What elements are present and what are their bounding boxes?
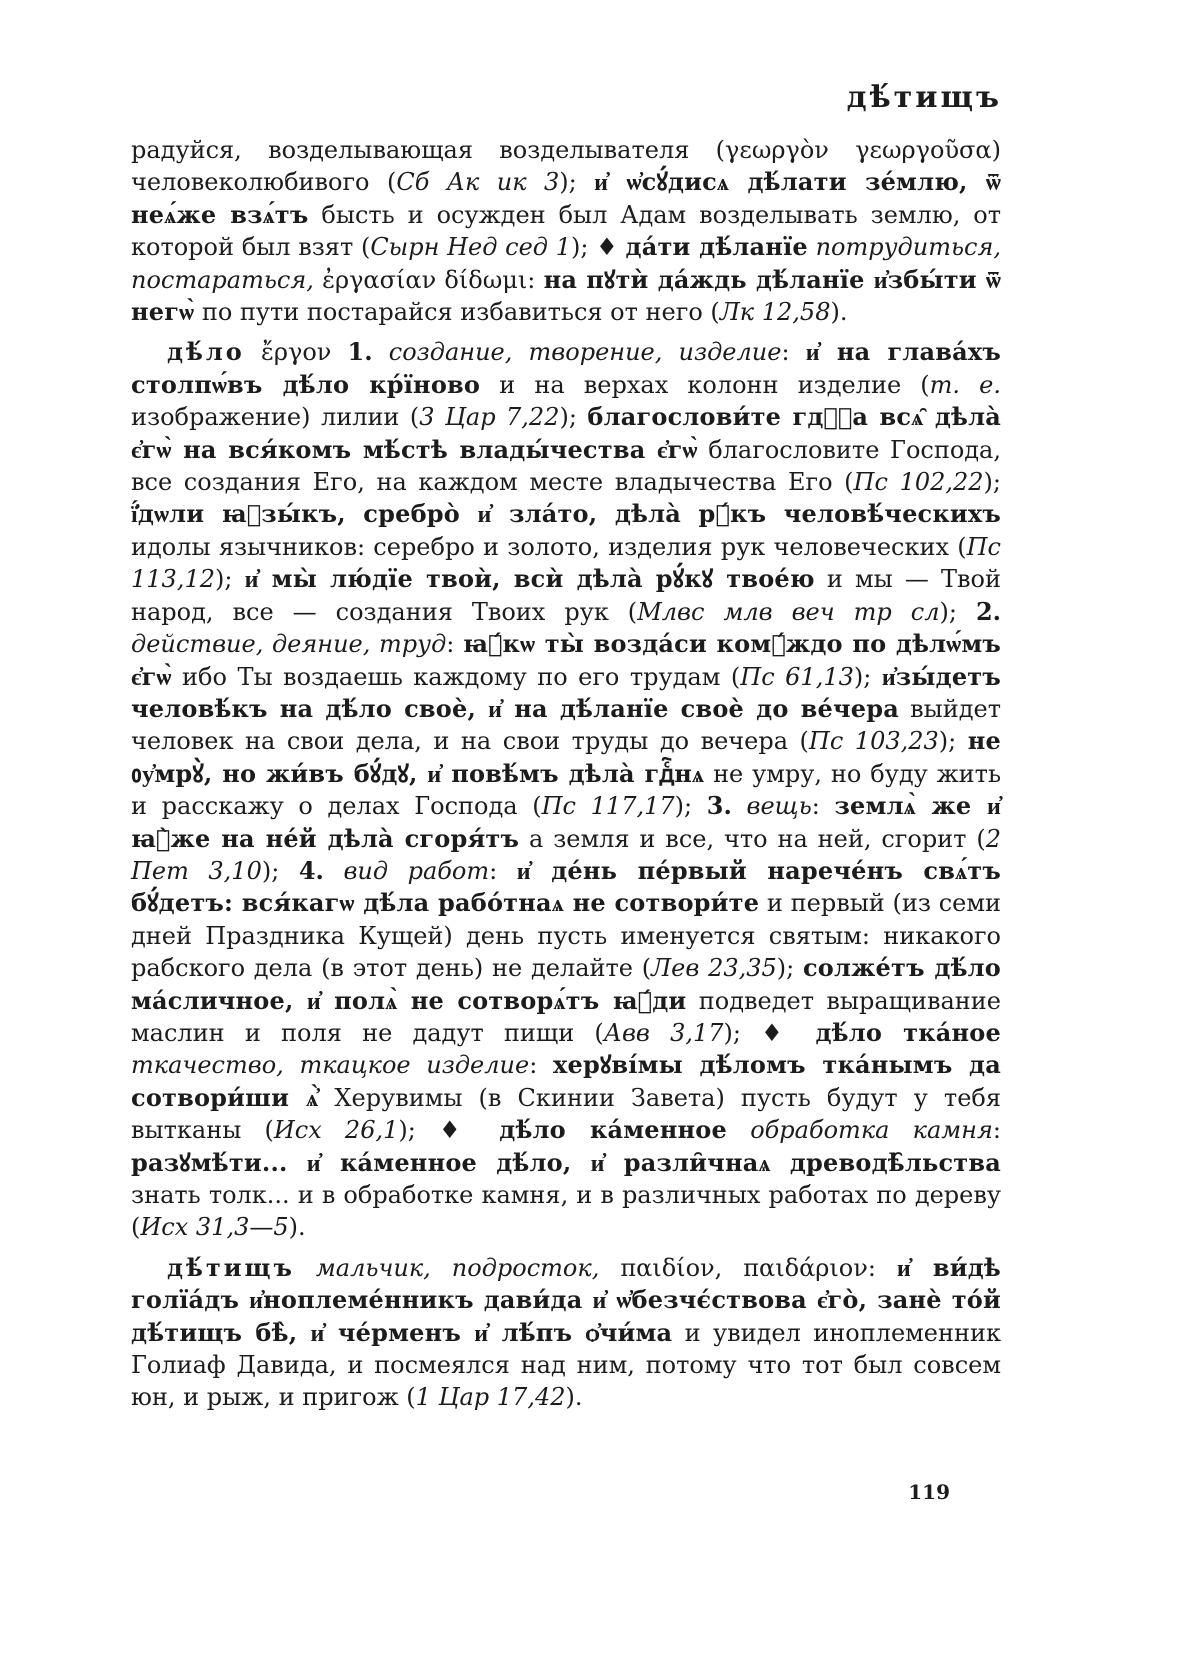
church-slavonic-quote: дѣ́ло ка́менное [499,1115,727,1145]
russian-text: не умру, но буду жить и расскажу о делах Господа ( [131,759,1002,821]
russian-text: Херувимы (в Скинии Завета) пусть будут у тебя вытканы ( [131,1083,1001,1145]
headword: дѣ́тищъ [167,1252,295,1282]
russian-text: παιδίον, παιδάριον: [599,1253,897,1282]
russian-text: ); [559,403,588,432]
page-number: 119 [908,1480,950,1504]
russian-text: : [446,630,464,659]
reference-or-gloss: 2 Пет 3,10 [131,824,1001,885]
russian-text: ); [939,597,976,626]
reference-or-gloss: потрудиться, постараться, [131,233,1001,294]
church-slavonic-quote: благослови́те гдⷭ҇а всѧ̑ дѣла̀ є҆гѡ̀ на вся́комъ мѣ́стѣ влады́чества є҆гѡ̀ [131,402,1001,464]
headword: дѣ́ло [167,337,245,367]
russian-text: : [781,338,806,367]
sense-number: 4. [298,855,324,885]
russian-text: : [992,1116,1001,1145]
reference-or-gloss: Авв 3,17 [603,1018,724,1047]
church-slavonic-quote: и҆ де́нь пе́рвый нарече́нъ свѧ́тъ бꙋ́детъ: вся́кагѡ дѣ́ла рабо́тнаѧ не сотвори́те [131,855,1001,918]
reference-or-gloss: Лев 23,35 [651,954,777,983]
russian-text: выйдет человек на свои дела, и на свои труды до вечера ( [131,694,1001,756]
russian-text: ибо Ты воздаешь каждому по его трудам ( [171,662,741,691]
russian-text: ). [830,298,848,327]
reference-or-gloss: Исх 31,3—5 [140,1213,289,1242]
russian-text: ). [565,1383,583,1412]
reference-or-gloss: 1 Цар 17,42 [415,1383,566,1412]
sense-number: 1. [347,337,373,367]
church-slavonic-quote: ї҆́дѡли ꙗ҆зы́къ, сребро̀ и҆ зла́то, дѣла̀ рꙋ́къ человѣ́ческихъ [131,499,1001,529]
church-slavonic-quote: и҆ ѡ҆сꙋ́дисѧ дѣ́лати зе́млю, ѿ неѧ́же взѧ́тъ [131,167,1002,229]
church-slavonic-quote: херꙋві́мы дѣ́ломъ тка́нымъ да сотвори́ши ѧ҆̀ [131,1050,1001,1112]
russian-text: ); [938,727,968,756]
russian-text: ἐργασίαν δίδωμι: [313,265,544,294]
russian-text: ); ♦ [571,233,626,262]
reference-or-gloss: Сырн Нед сед 1 [370,233,572,262]
church-slavonic-quote: и҆ ви́дѣ голїа́дъ и҆ноплеме́нникъ дави́да и҆ ѡ҆безчє́ствова є҆го̀, занѐ то́й дѣ́тищъ бѣ̀, и҆ че́рменъ и҆ лѣ́пъ ѻ҆чи́ма [131,1252,1001,1347]
russian-text: ); [559,168,595,197]
russian-text: и мы — Твой народ, все — создания Твоих рук ( [131,565,1001,626]
church-slavonic-quote: дѣ́ло тка́ное [815,1017,1001,1047]
reference-or-gloss: т. е. [929,370,1001,399]
reference-or-gloss: ткачество, ткацкое изделие [131,1051,530,1080]
russian-text: ); ♦ [398,1116,500,1145]
russian-text: ἔργον [244,338,348,367]
russian-text: а земля и все, что на ней, сгорит ( [519,824,986,853]
reference-or-gloss: Лк 12,58 [719,298,831,327]
russian-text: ); ♦ [723,1018,816,1047]
russian-text: : [529,1051,553,1080]
russian-text: ); [674,792,707,821]
russian-text: знать толк... и в обработке камня, и в различных работах по дереву ( [131,1181,1001,1242]
russian-text: подведет выращивание маслин и поля не дадут пищи ( [131,986,1002,1047]
russian-text: и первый (из семи дней Праздника Кущей) день пусть именуется святым: никакого рабского дела (в этот день) не делайте ( [131,889,1001,983]
reference-or-gloss: создание, творение, изделие [388,338,782,367]
russian-text: : [811,792,835,821]
reference-or-gloss: Пс 102,22 [853,468,984,497]
russian-text [373,338,389,366]
church-slavonic-quote: ꙗ҆́кѡ ты̀ возда́си комꙋ́ждо по дѣлѡ́мъ є҆гѡ̀ [131,629,1001,691]
russian-text: : [489,856,517,885]
body-text [131,134,1001,1422]
russian-text: по пути постарайся избавиться от него ( [194,298,720,327]
russian-text: и увидел иноплеменник Голиаф Давида, и посмеялся над ним, потому что тот был совсем юн, и рыж, и пригож ( [131,1318,1002,1412]
church-slavonic-quote: солже́тъ дѣ́ло ма́сличное, и҆ полѧ̀ не сотворѧ́тъ ꙗ҆́ди [131,953,1001,1015]
russian-text: ). [288,1213,306,1242]
church-slavonic-quote: и҆ мы̀ лю́дїе твоѝ, всѝ дѣла̀ рꙋ́кꙋ твое́ю [244,564,815,594]
reference-or-gloss: действие, деяние, труд [131,630,447,659]
reference-or-gloss: Пс 103,23 [808,727,939,756]
church-slavonic-quote: да́ти дѣ́ланїе [625,232,808,262]
church-slavonic-quote: землѧ̀ же и҆ ꙗ҆̀же на не́й дѣла̀ сгоря́тъ [131,791,1002,853]
russian-text [727,1116,750,1144]
church-slavonic-quote: и҆ на глава́хъ столпѡ́въ дѣ́ло кр́їново [131,337,1001,399]
reference-or-gloss: обработка камня [750,1116,993,1145]
reference-or-gloss: Пс 113,12 [131,532,1001,594]
russian-text: радуйся, возделывающая возделывателя (γεωργὸν γεωργοῦσα) человеколюбивого ( [131,136,1001,197]
russian-text: ); [261,856,299,885]
russian-text: изображение) лилии ( [131,403,420,432]
reference-or-gloss: Пс 117,17 [541,792,675,821]
church-slavonic-quote: на пꙋтѝ да́ждь дѣ́ланїе и҆збы́ти ѿ негѡ̀ [131,264,1001,327]
russian-text: ); [983,468,1001,497]
entry-detishch [131,1252,1001,1414]
russian-text: благословите Господа, все создания Его, на каждом месте владычества Его ( [131,435,1001,497]
reference-or-gloss: Пс 61,13 [740,662,854,691]
russian-text [808,233,816,261]
entry-delo [131,336,1001,1243]
reference-or-gloss: мальчик, подросток, [315,1253,600,1282]
russian-text: ); [776,954,803,983]
church-slavonic-quote: не ᲂу҆мрꙋ̀, но жи́въ бꙋ́дꙋ, и҆ повѣ́мъ дѣла̀ гдⷭ҇нѧ [131,726,1001,788]
russian-text [732,792,747,820]
russian-text [295,1254,316,1282]
running-head: дѣ́тищъ [846,80,1002,115]
russian-text: идолы язычников: серебро и золото, изделия рук человеческих ( [131,532,967,561]
entry-continuation [131,134,1001,328]
russian-text: бысть и осужден был Адам возделывать землю, от которой был взят ( [131,200,1001,262]
russian-text [324,857,344,885]
reference-or-gloss: 3 Цар 7,22 [419,403,560,432]
church-slavonic-quote: и҆зы́детъ человѣ́къ на дѣ́ло своѐ, и҆ на дѣ́ланїе своѐ до ве́чера [131,661,1001,723]
sense-number: 2. [975,596,1002,626]
church-slavonic-quote: разꙋмѣ́ти... и҆ ка́менное дѣ́ло, и҆ разли̑чнаѧ древодѣ̑льства [131,1147,1001,1177]
russian-text: ); [214,565,245,594]
russian-text: ); [853,662,882,691]
reference-or-gloss: Исх 26,1 [273,1116,399,1145]
reference-or-gloss: Сб Ак ик 3 [396,168,560,197]
reference-or-gloss: Млвс млв веч тр сл [637,597,940,626]
sense-number: 3. [706,791,732,821]
russian-text: и на верхах колонн изделие ( [480,370,930,399]
reference-or-gloss: вещь [746,792,812,821]
reference-or-gloss: вид работ [343,856,490,885]
